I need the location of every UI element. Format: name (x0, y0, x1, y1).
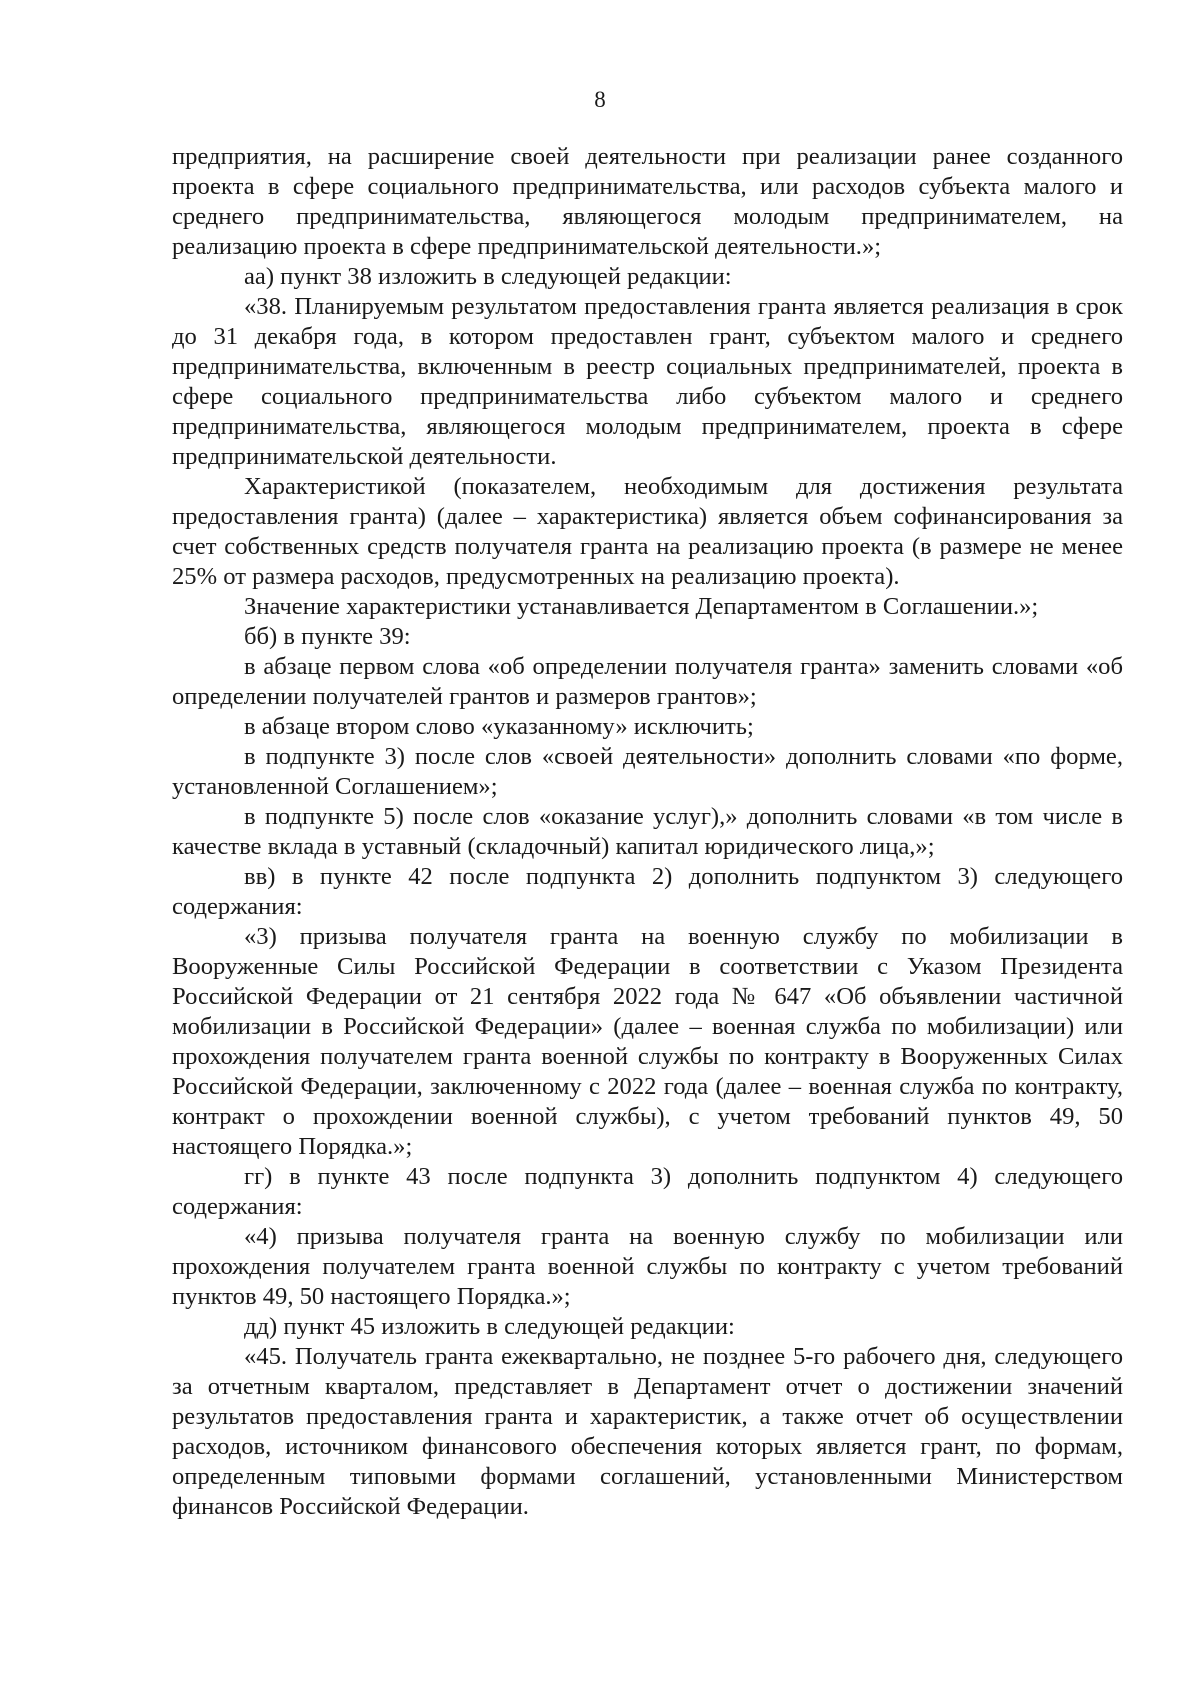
paragraph-vv: вв) в пункте 42 после подпункта 2) дополнить подпунктом 3) следующего содержания: (172, 863, 1123, 920)
paragraph-mobilization-3: «3) призыва получателя гранта на военную службу по мобилизации в Вооруженные Силы Российской Федерации в соответствии с Указом Президента Российской Федерации от 21 сентября 2022 года № 647 «Об объявлении частичной мобилизации в Российской Федерации» (далее – военная служба по мобилизации) или прохождения получателем гранта военной службы по контракту в Вооруженных Силах Российской Федерации, заключенному с 2022 года (далее – военная служба по контракту, контракт о прохождении военной службы), с учетом требований пунктов 49, 50 настоящего Порядка.»; (172, 923, 1123, 1160)
paragraph-gg: гг) в пункте 43 после подпункта 3) дополнить подпунктом 4) следующего содержания: (172, 1163, 1123, 1220)
paragraph-first-abzac: в абзаце первом слова «об определении получателя гранта» заменить словами «об определении получателей грантов и размеров грантов»; (172, 653, 1123, 710)
paragraph-bb: бб) в пункте 39: (244, 623, 411, 650)
paragraph-dd: дд) пункт 45 изложить в следующей редакции: (244, 1313, 735, 1340)
document-body (172, 142, 1123, 1522)
paragraph-aa: аа) пункт 38 изложить в следующей редакции: (244, 263, 732, 290)
paragraph-characteristic: Характеристикой (показателем, необходимым для достижения результата предоставления гранта) (далее – характеристика) является объем софинансирования за счет собственных средств получателя гранта на реализацию проекта (в размере не менее 25% от размера расходов, предусмотренных на реализацию проекта). (172, 473, 1123, 590)
page-number: 8 (594, 87, 606, 112)
paragraph-point-45: «45. Получатель гранта ежеквартально, не позднее 5-го рабочего дня, следующего за отчетным кварталом, представляет в Департамент отчет о достижении значений результатов предоставления гранта и характеристик, а также отчет об осуществлении расходов, источником финансового обеспечения которых является грант, по формам, определенным типовыми формами соглашений, установленными Министерством финансов Российской Федерации. (172, 1343, 1123, 1520)
paragraph-subpoint-5: в подпункте 5) после слов «оказание услуг),» дополнить словами «в том числе в качестве вклада в уставный (складочный) капитал юридического лица,»; (172, 803, 1123, 860)
paragraph-continuation: предприятия, на расширение своей деятельности при реализации ранее созданного проекта в сфере социального предпринимательства, или расходов субъекта малого и среднего предпринимательства, являющегося молодым предпринимателем, на реализацию проекта в сфере предпринимательской деятельности.»; (172, 143, 1123, 260)
paragraph-subpoint-3: в подпункте 3) после слов «своей деятельности» дополнить словами «по форме, установленной Соглашением»; (172, 743, 1123, 800)
paragraph-mobilization-4: «4) призыва получателя гранта на военную службу по мобилизации или прохождения получателем гранта военной службы по контракту с учетом требований пунктов 49, 50 настоящего Порядка.»; (172, 1223, 1123, 1310)
paragraph-characteristic-value: Значение характеристики устанавливается Департаментом в Соглашении.»; (244, 593, 1039, 620)
paragraph-second-abzac: в абзаце втором слово «указанному» исключить; (244, 713, 754, 740)
paragraph-point-38: «38. Планируемым результатом предоставления гранта является реализация в срок до 31 декабря года, в котором предоставлен грант, субъектом малого и среднего предпринимательства, включенным в реестр социальных предпринимателей, проекта в сфере социального предпринимательства либо субъектом малого и среднего предпринимательства, являющегося молодым предпринимателем, проекта в сфере предпринимательской деятельности. (172, 293, 1123, 470)
